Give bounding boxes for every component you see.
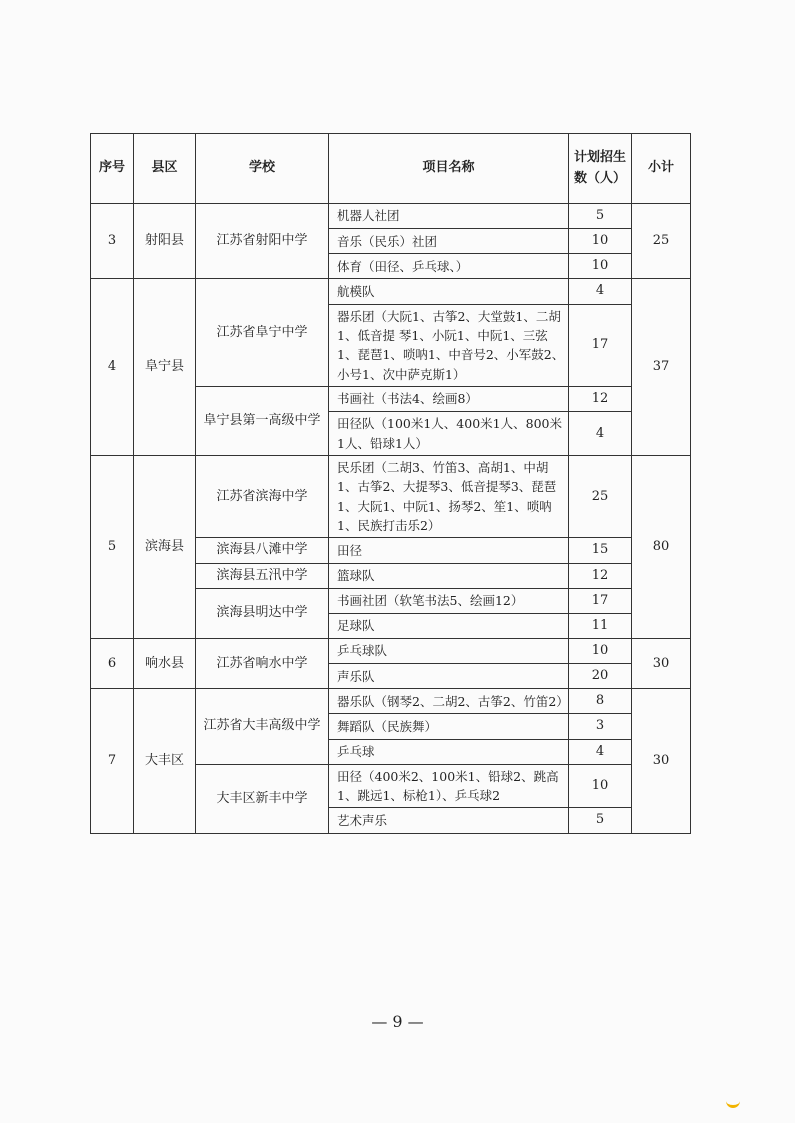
school-cell: 滨海县明达中学 [196, 588, 329, 638]
project-cell: 航模队 [329, 279, 569, 304]
count-cell: 17 [569, 304, 632, 387]
enrollment-table [90, 133, 691, 834]
count-cell: 15 [569, 538, 632, 563]
county-cell: 滨海县 [134, 455, 196, 638]
table-row [91, 279, 691, 304]
count-cell: 8 [569, 689, 632, 714]
project-cell: 民乐团（二胡3、竹笛3、高胡1、中胡1、古筝2、大提琴3、低音提琴3、琵琶1、大阮1、中阮1、扬琴2、笙1、唢呐1、民族打击乐2） [329, 455, 569, 538]
count-cell: 20 [569, 664, 632, 689]
seq-cell: 5 [91, 455, 134, 638]
county-cell: 响水县 [134, 639, 196, 689]
count-cell: 10 [569, 639, 632, 664]
count-cell: 3 [569, 714, 632, 739]
subtotal-cell: 30 [632, 689, 691, 833]
count-cell: 12 [569, 563, 632, 588]
county-cell: 大丰区 [134, 689, 196, 833]
count-cell: 11 [569, 613, 632, 638]
school-cell: 滨海县五汛中学 [196, 563, 329, 588]
subtotal-cell: 37 [632, 279, 691, 456]
count-cell: 10 [569, 254, 632, 279]
project-cell: 田径 [329, 538, 569, 563]
project-cell: 器乐团（大阮1、古筝2、大堂鼓1、二胡1、低音提 琴1、小阮1、中阮1、三弦1、琵琶1、唢呐1、中音号2、小军鼓2、小号1、次中萨克斯1） [329, 304, 569, 387]
header-school: 学校 [196, 134, 329, 204]
project-cell: 篮球队 [329, 563, 569, 588]
project-cell: 艺术声乐 [329, 808, 569, 833]
header-subtotal: 小计 [632, 134, 691, 204]
project-cell: 声乐队 [329, 664, 569, 689]
table-body [91, 204, 691, 834]
school-cell: 滨海县八滩中学 [196, 538, 329, 563]
county-cell: 阜宁县 [134, 279, 196, 456]
count-cell: 5 [569, 204, 632, 229]
project-cell: 足球队 [329, 613, 569, 638]
subtotal-cell: 80 [632, 455, 691, 638]
table-row [91, 455, 691, 538]
header-seq: 序号 [91, 134, 134, 204]
subtotal-cell: 25 [632, 204, 691, 279]
count-cell: 4 [569, 412, 632, 456]
count-cell: 17 [569, 588, 632, 613]
project-cell: 书画社（书法4、绘画8） [329, 387, 569, 412]
school-cell: 江苏省滨海中学 [196, 455, 329, 538]
project-cell: 田径队（100米1人、400米1人、800米1人、铅球1人） [329, 412, 569, 456]
corner-mark [726, 1097, 740, 1108]
header-plan: 计划招生数（人） [569, 134, 632, 204]
header-county: 县区 [134, 134, 196, 204]
table-row [91, 204, 691, 229]
project-cell: 乒乓球 [329, 739, 569, 764]
count-cell: 4 [569, 739, 632, 764]
count-cell: 12 [569, 387, 632, 412]
school-cell: 江苏省射阳中学 [196, 204, 329, 279]
school-cell: 阜宁县第一高级中学 [196, 387, 329, 456]
seq-cell: 6 [91, 639, 134, 689]
count-cell: 25 [569, 455, 632, 538]
project-cell: 音乐（民乐）社团 [329, 229, 569, 254]
project-cell: 体育（田径、乒乓球、） [329, 254, 569, 279]
count-cell: 4 [569, 279, 632, 304]
school-cell: 江苏省大丰高级中学 [196, 689, 329, 764]
project-cell: 舞蹈队（民族舞） [329, 714, 569, 739]
table-row [91, 639, 691, 664]
county-cell: 射阳县 [134, 204, 196, 279]
school-cell: 江苏省响水中学 [196, 639, 329, 689]
seq-cell: 3 [91, 204, 134, 279]
project-cell: 乒乓球队 [329, 639, 569, 664]
count-cell: 10 [569, 229, 632, 254]
project-cell: 器乐队（钢琴2、二胡2、古筝2、竹笛2） [329, 689, 569, 714]
project-cell: 机器人社团 [329, 204, 569, 229]
seq-cell: 7 [91, 689, 134, 833]
project-cell: 田径（400米2、100米1、铅球2、跳高1、跳远1、标枪1）、乒乓球2 [329, 764, 569, 808]
school-cell: 大丰区新丰中学 [196, 764, 329, 833]
table-row [91, 689, 691, 714]
school-cell: 江苏省阜宁中学 [196, 279, 329, 387]
count-cell: 10 [569, 764, 632, 808]
project-cell: 书画社团（软笔书法5、绘画12） [329, 588, 569, 613]
header-project: 项目名称 [329, 134, 569, 204]
seq-cell: 4 [91, 279, 134, 456]
count-cell: 5 [569, 808, 632, 833]
subtotal-cell: 30 [632, 639, 691, 689]
header-row [91, 134, 691, 204]
page-number: — 9 — [371, 1012, 424, 1031]
